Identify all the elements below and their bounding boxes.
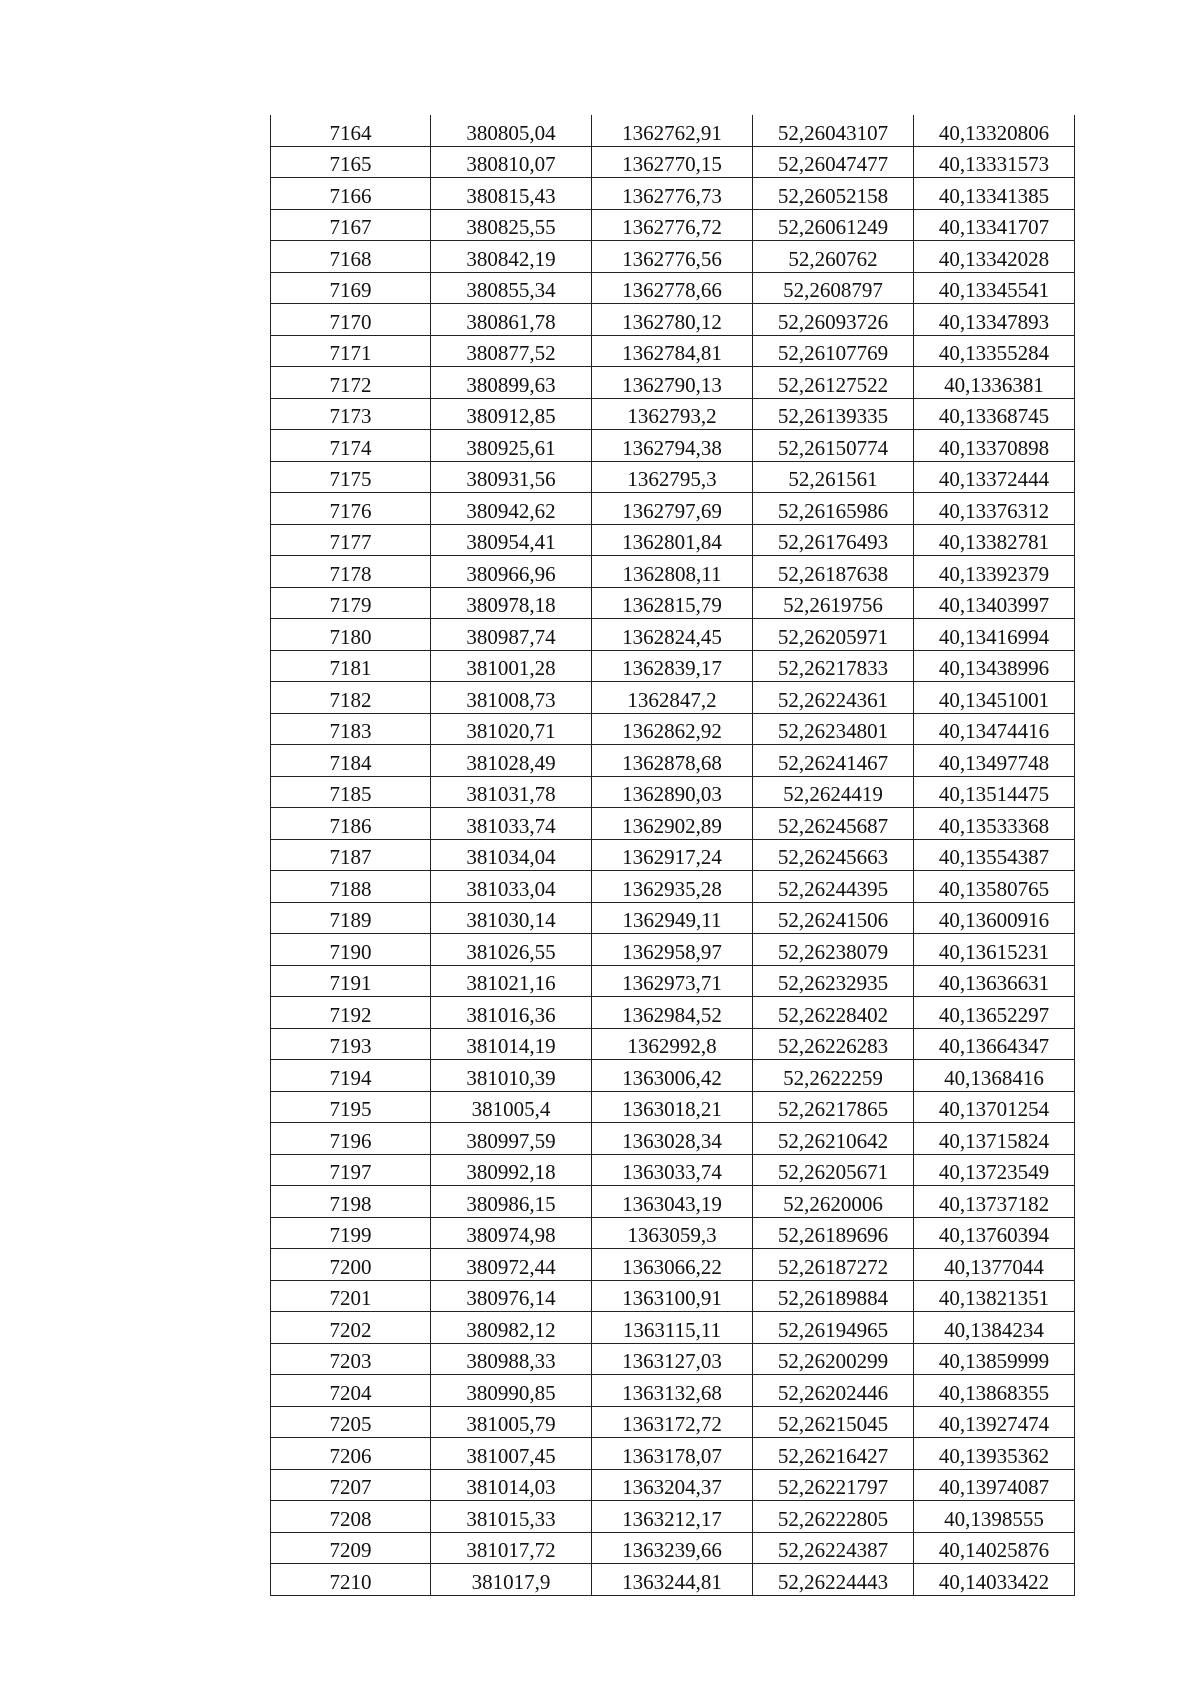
- point-number-cell: 7187: [271, 839, 431, 871]
- x-coordinate-cell: 380988,33: [431, 1343, 592, 1375]
- y-coordinate-cell: 1362780,12: [592, 304, 753, 336]
- longitude-cell: 40,13580765: [914, 871, 1075, 903]
- point-number-cell: 7169: [271, 272, 431, 304]
- latitude-cell: 52,26238079: [753, 934, 914, 966]
- point-number-cell: 7196: [271, 1123, 431, 1155]
- coordinates-table: [270, 115, 1075, 1596]
- table-row: [271, 304, 1075, 336]
- longitude-cell: 40,13368745: [914, 398, 1075, 430]
- latitude-cell: 52,26061249: [753, 209, 914, 241]
- y-coordinate-cell: 1363212,17: [592, 1501, 753, 1533]
- point-number-cell: 7182: [271, 682, 431, 714]
- latitude-cell: 52,26205671: [753, 1154, 914, 1186]
- point-number-cell: 7203: [271, 1343, 431, 1375]
- table-row: [271, 745, 1075, 777]
- y-coordinate-cell: 1363204,37: [592, 1469, 753, 1501]
- point-number-cell: 7164: [271, 115, 431, 146]
- x-coordinate-cell: 381005,4: [431, 1091, 592, 1123]
- point-number-cell: 7192: [271, 997, 431, 1029]
- point-number-cell: 7190: [271, 934, 431, 966]
- latitude-cell: 52,26221797: [753, 1469, 914, 1501]
- longitude-cell: 40,13760394: [914, 1217, 1075, 1249]
- longitude-cell: 40,13451001: [914, 682, 1075, 714]
- y-coordinate-cell: 1362935,28: [592, 871, 753, 903]
- point-number-cell: 7173: [271, 398, 431, 430]
- x-coordinate-cell: 381014,19: [431, 1028, 592, 1060]
- point-number-cell: 7195: [271, 1091, 431, 1123]
- latitude-cell: 52,26224443: [753, 1564, 914, 1596]
- x-coordinate-cell: 380861,78: [431, 304, 592, 336]
- longitude-cell: 40,13554387: [914, 839, 1075, 871]
- x-coordinate-cell: 380805,04: [431, 115, 592, 146]
- x-coordinate-cell: 381010,39: [431, 1060, 592, 1092]
- longitude-cell: 40,13927474: [914, 1406, 1075, 1438]
- longitude-cell: 40,13652297: [914, 997, 1075, 1029]
- longitude-cell: 40,13341385: [914, 178, 1075, 210]
- latitude-cell: 52,26241506: [753, 902, 914, 934]
- latitude-cell: 52,26241467: [753, 745, 914, 777]
- table-row: [271, 272, 1075, 304]
- longitude-cell: 40,1368416: [914, 1060, 1075, 1092]
- latitude-cell: 52,26222805: [753, 1501, 914, 1533]
- longitude-cell: 40,13974087: [914, 1469, 1075, 1501]
- point-number-cell: 7165: [271, 146, 431, 178]
- y-coordinate-cell: 1363006,42: [592, 1060, 753, 1092]
- latitude-cell: 52,26232935: [753, 965, 914, 997]
- point-number-cell: 7175: [271, 461, 431, 493]
- table-row: [271, 335, 1075, 367]
- latitude-cell: 52,261561: [753, 461, 914, 493]
- table-row: [271, 1375, 1075, 1407]
- point-number-cell: 7174: [271, 430, 431, 462]
- latitude-cell: 52,26200299: [753, 1343, 914, 1375]
- y-coordinate-cell: 1363127,03: [592, 1343, 753, 1375]
- x-coordinate-cell: 380855,34: [431, 272, 592, 304]
- x-coordinate-cell: 381034,04: [431, 839, 592, 871]
- x-coordinate-cell: 380990,85: [431, 1375, 592, 1407]
- longitude-cell: 40,13615231: [914, 934, 1075, 966]
- x-coordinate-cell: 380877,52: [431, 335, 592, 367]
- latitude-cell: 52,26224361: [753, 682, 914, 714]
- longitude-cell: 40,13600916: [914, 902, 1075, 934]
- x-coordinate-cell: 380810,07: [431, 146, 592, 178]
- y-coordinate-cell: 1363018,21: [592, 1091, 753, 1123]
- longitude-cell: 40,14025876: [914, 1532, 1075, 1564]
- latitude-cell: 52,26215045: [753, 1406, 914, 1438]
- longitude-cell: 40,13370898: [914, 430, 1075, 462]
- point-number-cell: 7191: [271, 965, 431, 997]
- table-row: [271, 1438, 1075, 1470]
- y-coordinate-cell: 1362776,56: [592, 241, 753, 273]
- latitude-cell: 52,26205971: [753, 619, 914, 651]
- x-coordinate-cell: 380986,15: [431, 1186, 592, 1218]
- longitude-cell: 40,13868355: [914, 1375, 1075, 1407]
- y-coordinate-cell: 1362958,97: [592, 934, 753, 966]
- longitude-cell: 40,13416994: [914, 619, 1075, 651]
- point-number-cell: 7180: [271, 619, 431, 651]
- x-coordinate-cell: 380931,56: [431, 461, 592, 493]
- latitude-cell: 52,26216427: [753, 1438, 914, 1470]
- table-row: [271, 1186, 1075, 1218]
- latitude-cell: 52,26224387: [753, 1532, 914, 1564]
- table-row: [271, 902, 1075, 934]
- longitude-cell: 40,13859999: [914, 1343, 1075, 1375]
- point-number-cell: 7202: [271, 1312, 431, 1344]
- point-number-cell: 7204: [271, 1375, 431, 1407]
- longitude-cell: 40,1398555: [914, 1501, 1075, 1533]
- point-number-cell: 7168: [271, 241, 431, 273]
- table-row: [271, 430, 1075, 462]
- longitude-cell: 40,13723549: [914, 1154, 1075, 1186]
- y-coordinate-cell: 1362992,8: [592, 1028, 753, 1060]
- longitude-cell: 40,1384234: [914, 1312, 1075, 1344]
- table-row: [271, 556, 1075, 588]
- table-row: [271, 1469, 1075, 1501]
- point-number-cell: 7183: [271, 713, 431, 745]
- x-coordinate-cell: 380992,18: [431, 1154, 592, 1186]
- latitude-cell: 52,26047477: [753, 146, 914, 178]
- latitude-cell: 52,2620006: [753, 1186, 914, 1218]
- longitude-cell: 40,13376312: [914, 493, 1075, 525]
- point-number-cell: 7201: [271, 1280, 431, 1312]
- latitude-cell: 52,26217865: [753, 1091, 914, 1123]
- table-row: [271, 1154, 1075, 1186]
- table-row: [271, 398, 1075, 430]
- y-coordinate-cell: 1362839,17: [592, 650, 753, 682]
- y-coordinate-cell: 1362778,66: [592, 272, 753, 304]
- y-coordinate-cell: 1362784,81: [592, 335, 753, 367]
- x-coordinate-cell: 381033,04: [431, 871, 592, 903]
- x-coordinate-cell: 381007,45: [431, 1438, 592, 1470]
- point-number-cell: 7167: [271, 209, 431, 241]
- y-coordinate-cell: 1362790,13: [592, 367, 753, 399]
- y-coordinate-cell: 1362770,15: [592, 146, 753, 178]
- longitude-cell: 40,13403997: [914, 587, 1075, 619]
- longitude-cell: 40,13392379: [914, 556, 1075, 588]
- latitude-cell: 52,26139335: [753, 398, 914, 430]
- point-number-cell: 7181: [271, 650, 431, 682]
- table-row: [271, 1312, 1075, 1344]
- x-coordinate-cell: 381020,71: [431, 713, 592, 745]
- point-number-cell: 7193: [271, 1028, 431, 1060]
- table-row: [271, 1501, 1075, 1533]
- point-number-cell: 7208: [271, 1501, 431, 1533]
- y-coordinate-cell: 1363178,07: [592, 1438, 753, 1470]
- x-coordinate-cell: 380978,18: [431, 587, 592, 619]
- table-row: [271, 1343, 1075, 1375]
- table-row: [271, 934, 1075, 966]
- latitude-cell: 52,26210642: [753, 1123, 914, 1155]
- longitude-cell: 40,13715824: [914, 1123, 1075, 1155]
- longitude-cell: 40,13474416: [914, 713, 1075, 745]
- y-coordinate-cell: 1362793,2: [592, 398, 753, 430]
- x-coordinate-cell: 381016,36: [431, 997, 592, 1029]
- latitude-cell: 52,26093726: [753, 304, 914, 336]
- latitude-cell: 52,26189696: [753, 1217, 914, 1249]
- y-coordinate-cell: 1362847,2: [592, 682, 753, 714]
- longitude-cell: 40,13341707: [914, 209, 1075, 241]
- latitude-cell: 52,26052158: [753, 178, 914, 210]
- table-row: [271, 1028, 1075, 1060]
- table-row: [271, 209, 1075, 241]
- point-number-cell: 7176: [271, 493, 431, 525]
- point-number-cell: 7189: [271, 902, 431, 934]
- x-coordinate-cell: 381021,16: [431, 965, 592, 997]
- x-coordinate-cell: 380925,61: [431, 430, 592, 462]
- point-number-cell: 7206: [271, 1438, 431, 1470]
- x-coordinate-cell: 381017,72: [431, 1532, 592, 1564]
- table-row: [271, 367, 1075, 399]
- longitude-cell: 40,13821351: [914, 1280, 1075, 1312]
- point-number-cell: 7184: [271, 745, 431, 777]
- longitude-cell: 40,13347893: [914, 304, 1075, 336]
- point-number-cell: 7200: [271, 1249, 431, 1281]
- table-row: [271, 1249, 1075, 1281]
- table-row: [271, 965, 1075, 997]
- longitude-cell: 40,13514475: [914, 776, 1075, 808]
- x-coordinate-cell: 380976,14: [431, 1280, 592, 1312]
- longitude-cell: 40,13438996: [914, 650, 1075, 682]
- table-row: [271, 1217, 1075, 1249]
- x-coordinate-cell: 381028,49: [431, 745, 592, 777]
- table-row: [271, 619, 1075, 651]
- x-coordinate-cell: 381015,33: [431, 1501, 592, 1533]
- point-number-cell: 7179: [271, 587, 431, 619]
- y-coordinate-cell: 1362794,38: [592, 430, 753, 462]
- table-row: [271, 776, 1075, 808]
- latitude-cell: 52,26194965: [753, 1312, 914, 1344]
- x-coordinate-cell: 380842,19: [431, 241, 592, 273]
- y-coordinate-cell: 1362815,79: [592, 587, 753, 619]
- x-coordinate-cell: 380912,85: [431, 398, 592, 430]
- x-coordinate-cell: 380825,55: [431, 209, 592, 241]
- table-row: [271, 1406, 1075, 1438]
- table-row: [271, 650, 1075, 682]
- table-row: [271, 808, 1075, 840]
- y-coordinate-cell: 1362973,71: [592, 965, 753, 997]
- x-coordinate-cell: 380899,63: [431, 367, 592, 399]
- point-number-cell: 7205: [271, 1406, 431, 1438]
- latitude-cell: 52,26234801: [753, 713, 914, 745]
- table-row: [271, 115, 1075, 146]
- latitude-cell: 52,26226283: [753, 1028, 914, 1060]
- y-coordinate-cell: 1362917,24: [592, 839, 753, 871]
- y-coordinate-cell: 1362862,92: [592, 713, 753, 745]
- table-row: [271, 461, 1075, 493]
- point-number-cell: 7172: [271, 367, 431, 399]
- table-row: [271, 241, 1075, 273]
- latitude-cell: 52,26217833: [753, 650, 914, 682]
- longitude-cell: 40,13372444: [914, 461, 1075, 493]
- y-coordinate-cell: 1362984,52: [592, 997, 753, 1029]
- point-number-cell: 7188: [271, 871, 431, 903]
- table-row: [271, 871, 1075, 903]
- table-row: [271, 493, 1075, 525]
- x-coordinate-cell: 380815,43: [431, 178, 592, 210]
- longitude-cell: 40,1336381: [914, 367, 1075, 399]
- point-number-cell: 7177: [271, 524, 431, 556]
- longitude-cell: 40,13382781: [914, 524, 1075, 556]
- y-coordinate-cell: 1363059,3: [592, 1217, 753, 1249]
- longitude-cell: 40,13636631: [914, 965, 1075, 997]
- x-coordinate-cell: 380966,96: [431, 556, 592, 588]
- x-coordinate-cell: 381030,14: [431, 902, 592, 934]
- latitude-cell: 52,26187272: [753, 1249, 914, 1281]
- y-coordinate-cell: 1362949,11: [592, 902, 753, 934]
- x-coordinate-cell: 381017,9: [431, 1564, 592, 1596]
- y-coordinate-cell: 1363043,19: [592, 1186, 753, 1218]
- point-number-cell: 7166: [271, 178, 431, 210]
- y-coordinate-cell: 1362795,3: [592, 461, 753, 493]
- longitude-cell: 40,13320806: [914, 115, 1075, 146]
- table-row: [271, 1060, 1075, 1092]
- table-row: [271, 524, 1075, 556]
- longitude-cell: 40,1377044: [914, 1249, 1075, 1281]
- latitude-cell: 52,2608797: [753, 272, 914, 304]
- latitude-cell: 52,26043107: [753, 115, 914, 146]
- longitude-cell: 40,13355284: [914, 335, 1075, 367]
- x-coordinate-cell: 381033,74: [431, 808, 592, 840]
- x-coordinate-cell: 381026,55: [431, 934, 592, 966]
- y-coordinate-cell: 1362902,89: [592, 808, 753, 840]
- latitude-cell: 52,26127522: [753, 367, 914, 399]
- x-coordinate-cell: 381031,78: [431, 776, 592, 808]
- x-coordinate-cell: 380997,59: [431, 1123, 592, 1155]
- table-row: [271, 997, 1075, 1029]
- latitude-cell: 52,26244395: [753, 871, 914, 903]
- y-coordinate-cell: 1362878,68: [592, 745, 753, 777]
- y-coordinate-cell: 1363033,74: [592, 1154, 753, 1186]
- y-coordinate-cell: 1363239,66: [592, 1532, 753, 1564]
- x-coordinate-cell: 380972,44: [431, 1249, 592, 1281]
- point-number-cell: 7197: [271, 1154, 431, 1186]
- longitude-cell: 40,13664347: [914, 1028, 1075, 1060]
- y-coordinate-cell: 1363132,68: [592, 1375, 753, 1407]
- latitude-cell: 52,2619756: [753, 587, 914, 619]
- point-number-cell: 7207: [271, 1469, 431, 1501]
- coordinates-table-body: [271, 115, 1075, 1595]
- x-coordinate-cell: 381005,79: [431, 1406, 592, 1438]
- latitude-cell: 52,26176493: [753, 524, 914, 556]
- point-number-cell: 7194: [271, 1060, 431, 1092]
- y-coordinate-cell: 1362776,72: [592, 209, 753, 241]
- longitude-cell: 40,13342028: [914, 241, 1075, 273]
- latitude-cell: 52,260762: [753, 241, 914, 273]
- y-coordinate-cell: 1362762,91: [592, 115, 753, 146]
- y-coordinate-cell: 1363100,91: [592, 1280, 753, 1312]
- point-number-cell: 7185: [271, 776, 431, 808]
- point-number-cell: 7199: [271, 1217, 431, 1249]
- table-row: [271, 839, 1075, 871]
- table-row: [271, 1091, 1075, 1123]
- table-row: [271, 1564, 1075, 1596]
- x-coordinate-cell: 380987,74: [431, 619, 592, 651]
- latitude-cell: 52,2624419: [753, 776, 914, 808]
- table-row: [271, 587, 1075, 619]
- y-coordinate-cell: 1363028,34: [592, 1123, 753, 1155]
- longitude-cell: 40,13497748: [914, 745, 1075, 777]
- latitude-cell: 52,2622259: [753, 1060, 914, 1092]
- latitude-cell: 52,26107769: [753, 335, 914, 367]
- y-coordinate-cell: 1363172,72: [592, 1406, 753, 1438]
- x-coordinate-cell: 380954,41: [431, 524, 592, 556]
- y-coordinate-cell: 1362824,45: [592, 619, 753, 651]
- longitude-cell: 40,13935362: [914, 1438, 1075, 1470]
- point-number-cell: 7170: [271, 304, 431, 336]
- y-coordinate-cell: 1362776,73: [592, 178, 753, 210]
- table-row: [271, 1123, 1075, 1155]
- y-coordinate-cell: 1363066,22: [592, 1249, 753, 1281]
- y-coordinate-cell: 1362808,11: [592, 556, 753, 588]
- longitude-cell: 40,13345541: [914, 272, 1075, 304]
- y-coordinate-cell: 1363244,81: [592, 1564, 753, 1596]
- x-coordinate-cell: 380974,98: [431, 1217, 592, 1249]
- table-row: [271, 682, 1075, 714]
- table-row: [271, 1532, 1075, 1564]
- y-coordinate-cell: 1362797,69: [592, 493, 753, 525]
- y-coordinate-cell: 1363115,11: [592, 1312, 753, 1344]
- y-coordinate-cell: 1362890,03: [592, 776, 753, 808]
- latitude-cell: 52,26165986: [753, 493, 914, 525]
- point-number-cell: 7198: [271, 1186, 431, 1218]
- point-number-cell: 7210: [271, 1564, 431, 1596]
- x-coordinate-cell: 381001,28: [431, 650, 592, 682]
- longitude-cell: 40,13533368: [914, 808, 1075, 840]
- point-number-cell: 7171: [271, 335, 431, 367]
- x-coordinate-cell: 380982,12: [431, 1312, 592, 1344]
- table-row: [271, 713, 1075, 745]
- point-number-cell: 7178: [271, 556, 431, 588]
- longitude-cell: 40,13701254: [914, 1091, 1075, 1123]
- point-number-cell: 7209: [271, 1532, 431, 1564]
- latitude-cell: 52,26245687: [753, 808, 914, 840]
- y-coordinate-cell: 1362801,84: [592, 524, 753, 556]
- latitude-cell: 52,26187638: [753, 556, 914, 588]
- latitude-cell: 52,26228402: [753, 997, 914, 1029]
- x-coordinate-cell: 381014,03: [431, 1469, 592, 1501]
- latitude-cell: 52,26189884: [753, 1280, 914, 1312]
- table-row: [271, 178, 1075, 210]
- table-row: [271, 146, 1075, 178]
- longitude-cell: 40,14033422: [914, 1564, 1075, 1596]
- latitude-cell: 52,26150774: [753, 430, 914, 462]
- point-number-cell: 7186: [271, 808, 431, 840]
- longitude-cell: 40,13737182: [914, 1186, 1075, 1218]
- latitude-cell: 52,26245663: [753, 839, 914, 871]
- x-coordinate-cell: 381008,73: [431, 682, 592, 714]
- x-coordinate-cell: 380942,62: [431, 493, 592, 525]
- table-row: [271, 1280, 1075, 1312]
- longitude-cell: 40,13331573: [914, 146, 1075, 178]
- latitude-cell: 52,26202446: [753, 1375, 914, 1407]
